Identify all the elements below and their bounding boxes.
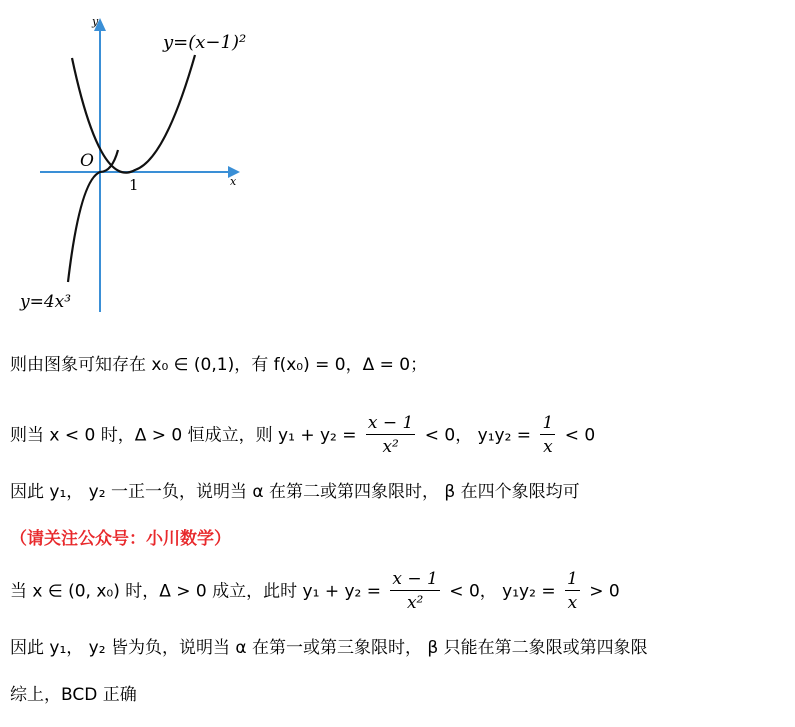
- text-line-2: [10, 412, 595, 459]
- fraction-sum-2-denominator: x²: [406, 593, 424, 613]
- fraction-sum-2-numerator: x − 1: [392, 569, 438, 589]
- line-5-middle: < 0， y₁y₂ =: [449, 581, 556, 602]
- line-2-lead: 则当 x < 0 时，Δ > 0 恒成立，则 y₁ + y₂ =: [10, 425, 357, 446]
- fraction-product-1-denominator: x: [543, 437, 553, 457]
- fraction-sum-1: [366, 412, 415, 459]
- fraction-product-2-denominator: x: [567, 593, 578, 613]
- line-5-tail: > 0: [589, 581, 620, 602]
- y-axis-label: y: [92, 15, 99, 28]
- parabola-label: y=(x−1)²: [163, 32, 247, 53]
- fraction-product-2: [565, 568, 580, 615]
- text-line-5: [10, 568, 620, 615]
- fraction-product-1: [540, 412, 555, 459]
- promo-note: （请关注公众号：小川数学）: [10, 529, 231, 549]
- fraction-sum-2: [390, 568, 439, 615]
- line-2-tail: < 0: [564, 425, 596, 446]
- x-axis-label: x: [230, 175, 237, 188]
- fraction-sum-1-denominator: x²: [382, 437, 399, 457]
- origin-label: O: [80, 151, 94, 171]
- line-5-lead: 当 x ∈ (0, x₀) 时，Δ > 0 成立，此时 y₁ + y₂ =: [10, 581, 382, 602]
- fraction-product-1-numerator: 1: [542, 413, 554, 433]
- text-line-7: 综上，BCD 正确: [10, 685, 137, 705]
- function-graph: [0, 0, 300, 325]
- text-line-1: 则由图象可知存在 x₀ ∈ (0,1)，有 f(x₀) = 0，Δ = 0；: [10, 355, 428, 375]
- text-line-6: 因此 y₁， y₂ 皆为负，说明当 α 在第一或第三象限时， β 只能在第二象限或第四象限: [10, 638, 648, 658]
- cubic-label: y=4x³: [20, 292, 72, 312]
- text-line-3: 因此 y₁， y₂ 一正一负，说明当 α 在第二或第四象限时， β 在四个象限均可: [10, 482, 580, 502]
- fraction-product-2-numerator: 1: [566, 569, 578, 589]
- fraction-sum-1-numerator: x − 1: [367, 413, 414, 433]
- line-2-middle: < 0， y₁y₂ =: [424, 425, 532, 446]
- tick-one-label: 1: [129, 176, 139, 194]
